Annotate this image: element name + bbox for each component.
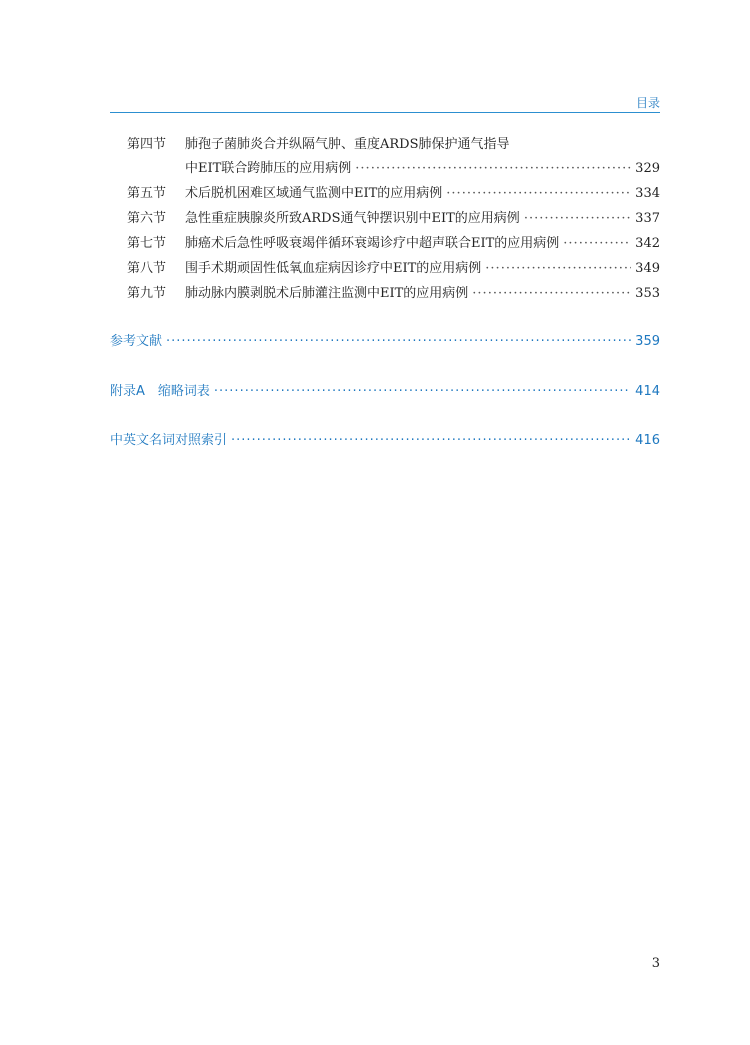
section-label: 第九节 [127,286,167,301]
section-label: 第五节 [127,186,167,201]
section-label: 第四节 [127,137,167,152]
dot-leader [563,234,631,254]
dot-leader [485,259,631,279]
section-label: 第六节 [127,211,167,226]
toc-entry[interactable] [127,135,660,155]
dot-leader [472,284,631,304]
dot-leader [231,431,631,451]
toc-major-entry[interactable] [110,332,660,352]
page-number: 342 [635,236,660,251]
toc-entry[interactable] [127,234,660,254]
toc-entry[interactable] [127,184,660,204]
running-header [110,92,660,113]
section-title: 术后脱机困难区域通气监测中EIT的应用病例 [185,186,443,201]
page-number: 349 [635,261,660,276]
page-number: 414 [635,384,660,399]
section-label: 第七节 [127,236,167,251]
page-number: 359 [635,334,660,349]
header-title: 目录 [635,96,660,110]
section-title: 肺癌术后急性呼吸衰竭伴循环衰竭诊疗中超声联合EIT的应用病例 [185,236,560,251]
section-title: 肺动脉内膜剥脱术后肺灌注监测中EIT的应用病例 [185,286,469,301]
dot-leader [446,184,631,204]
dot-leader [524,209,631,229]
section-title: 围手术期顽固性低氧血症病因诊疗中EIT的应用病例 [185,261,482,276]
toc-entry-continuation[interactable] [185,159,660,179]
page-number: 337 [635,211,660,226]
dot-leader [355,159,631,179]
major-title: 附录A 缩略词表 [110,384,210,399]
page-number: 334 [635,186,660,201]
section-title: 肺孢子菌肺炎合并纵隔气肿、重度ARDS肺保护通气指导 [185,137,510,152]
toc-major-entry[interactable] [110,382,660,402]
dot-leader [214,382,631,402]
major-title: 参考文献 [110,334,163,349]
toc-entry[interactable] [127,259,660,279]
toc-major-entry[interactable] [110,431,660,451]
toc-entry[interactable] [127,284,660,304]
page-folio: 3 [651,956,660,971]
dot-leader [166,332,631,352]
page-number: 353 [635,286,660,301]
toc-entry[interactable] [127,209,660,229]
section-title: 急性重症胰腺炎所致ARDS通气钟摆识别中EIT的应用病例 [185,211,520,226]
major-title: 中英文名词对照索引 [110,433,228,448]
page-number: 329 [635,161,660,176]
section-title: 中EIT联合跨肺压的应用病例 [185,161,352,176]
page-number: 416 [635,433,660,448]
section-label: 第八节 [127,261,167,276]
